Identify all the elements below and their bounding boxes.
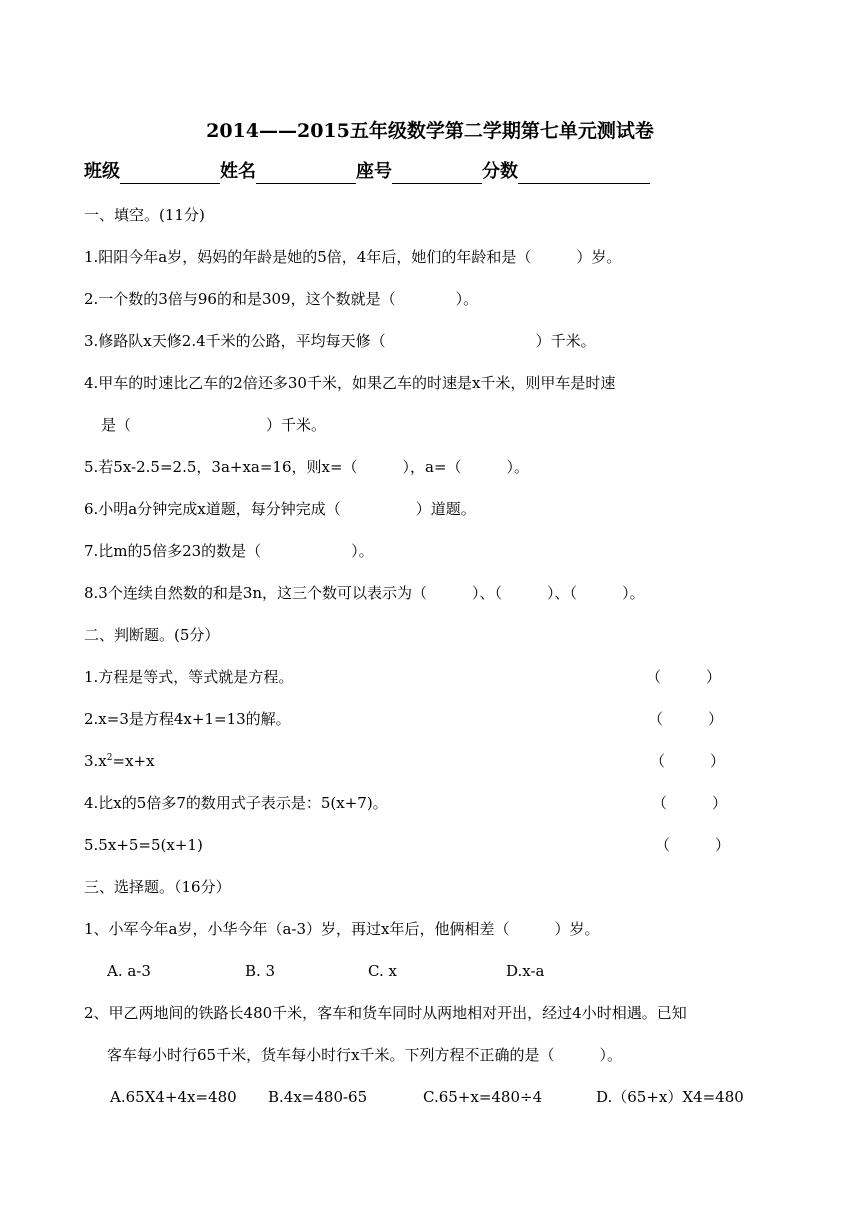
fill-question-8: 8.3个连续自然数的和是3n，这三个数可以表示为（ ）、（ ）、（ ）。 — [84, 584, 645, 602]
choice-question-2-line2: 客车每小时行65千米，货车每小时行x千米。下列方程不正确的是（ ）。 — [107, 1046, 623, 1064]
judge-question-5: 5.5x+5=5(x+1) — [84, 836, 203, 854]
judge-question-2: 2.x=3是方程4x+1=13的解。 — [84, 710, 291, 728]
name-label: 姓名 — [220, 161, 256, 182]
section-heading-choice: 三、选择题。（16分） — [84, 878, 231, 896]
choice-1-option-a[interactable]: A. a-3 — [107, 962, 151, 980]
choice-1-option-b[interactable]: B. 3 — [245, 962, 276, 980]
choice-2-option-c[interactable]: C.65+x=480÷4 — [423, 1088, 543, 1106]
class-blank[interactable] — [120, 163, 220, 184]
choice-question-1: 1、小军今年a岁，小华今年（a-3）岁，再过x年后，他俩相差（ ）岁。 — [84, 920, 600, 938]
judge-question-3: $3.x^2=x+x$ — [84, 752, 155, 770]
class-label: 班级 — [84, 161, 120, 182]
fill-question-7: 7.比m的5倍多23的数是（ ）。 — [84, 542, 374, 560]
judge-question-4: 4.比x的5倍多7的数用式子表示是：5(x+7)。 — [84, 794, 388, 812]
seat-label: 座号 — [356, 161, 392, 182]
score-blank[interactable] — [518, 163, 650, 184]
exponent: 2 — [106, 753, 113, 763]
choice-2-option-d[interactable]: D.（65+x）X4=480 — [596, 1088, 744, 1106]
section-heading-fill: 一、填空。(11分) — [84, 206, 205, 224]
fill-question-4-line1: 4.甲车的时速比乙车的2倍还多30千米，如果乙车的时速是x千米，则甲车是时速 — [84, 374, 616, 392]
fill-question-6: 6.小明a分钟完成x道题，每分钟完成（ ）道题。 — [84, 500, 476, 518]
page-title: 2014——2015五年级数学第二学期第七单元测试卷 — [206, 120, 654, 142]
judge-answer-paren-2[interactable]: （ ） — [648, 710, 724, 728]
fill-question-1: 1.阳阳今年a岁，妈妈的年龄是她的5倍，4年后，她们的年龄和是（ ）岁。 — [84, 248, 622, 266]
judge-question-1: 1.方程是等式，等式就是方程。 — [84, 668, 294, 686]
fill-question-4-line2: 是（ ）千米。 — [101, 416, 327, 434]
judge-answer-paren-3[interactable]: （ ） — [650, 752, 726, 770]
seat-blank[interactable] — [392, 163, 482, 184]
choice-2-option-b[interactable]: B.4x=480-65 — [268, 1088, 368, 1106]
fill-question-5: 5.若5x-2.5=2.5，3a+xa=16，则x=（ ），a=（ ）。 — [84, 458, 530, 476]
judge-answer-paren-5[interactable]: （ ） — [655, 836, 731, 854]
score-label: 分数 — [482, 161, 518, 182]
name-blank[interactable] — [256, 163, 356, 184]
judge-answer-paren-1[interactable]: （ ） — [646, 668, 722, 686]
choice-question-2-line1: 2、甲乙两地间的铁路长480千米，客车和货车同时从两地相对开出，经过4小时相遇。已知 — [84, 1004, 687, 1022]
choice-1-option-c[interactable]: C. x — [368, 962, 397, 980]
choice-1-option-d[interactable]: D.x-a — [506, 962, 545, 980]
judge-answer-paren-4[interactable]: （ ） — [652, 794, 728, 812]
fill-question-2: 2.一个数的3倍与96的和是309，这个数就是（ ）。 — [84, 290, 479, 308]
choice-2-option-a[interactable]: A.65X4+4x=480 — [110, 1088, 237, 1106]
section-heading-judge: 二、判断题。(5分） — [84, 626, 220, 644]
fill-question-3: 3.修路队x天修2.4千米的公路，平均每天修（ ）千米。 — [84, 332, 596, 350]
student-info-line — [84, 160, 650, 184]
